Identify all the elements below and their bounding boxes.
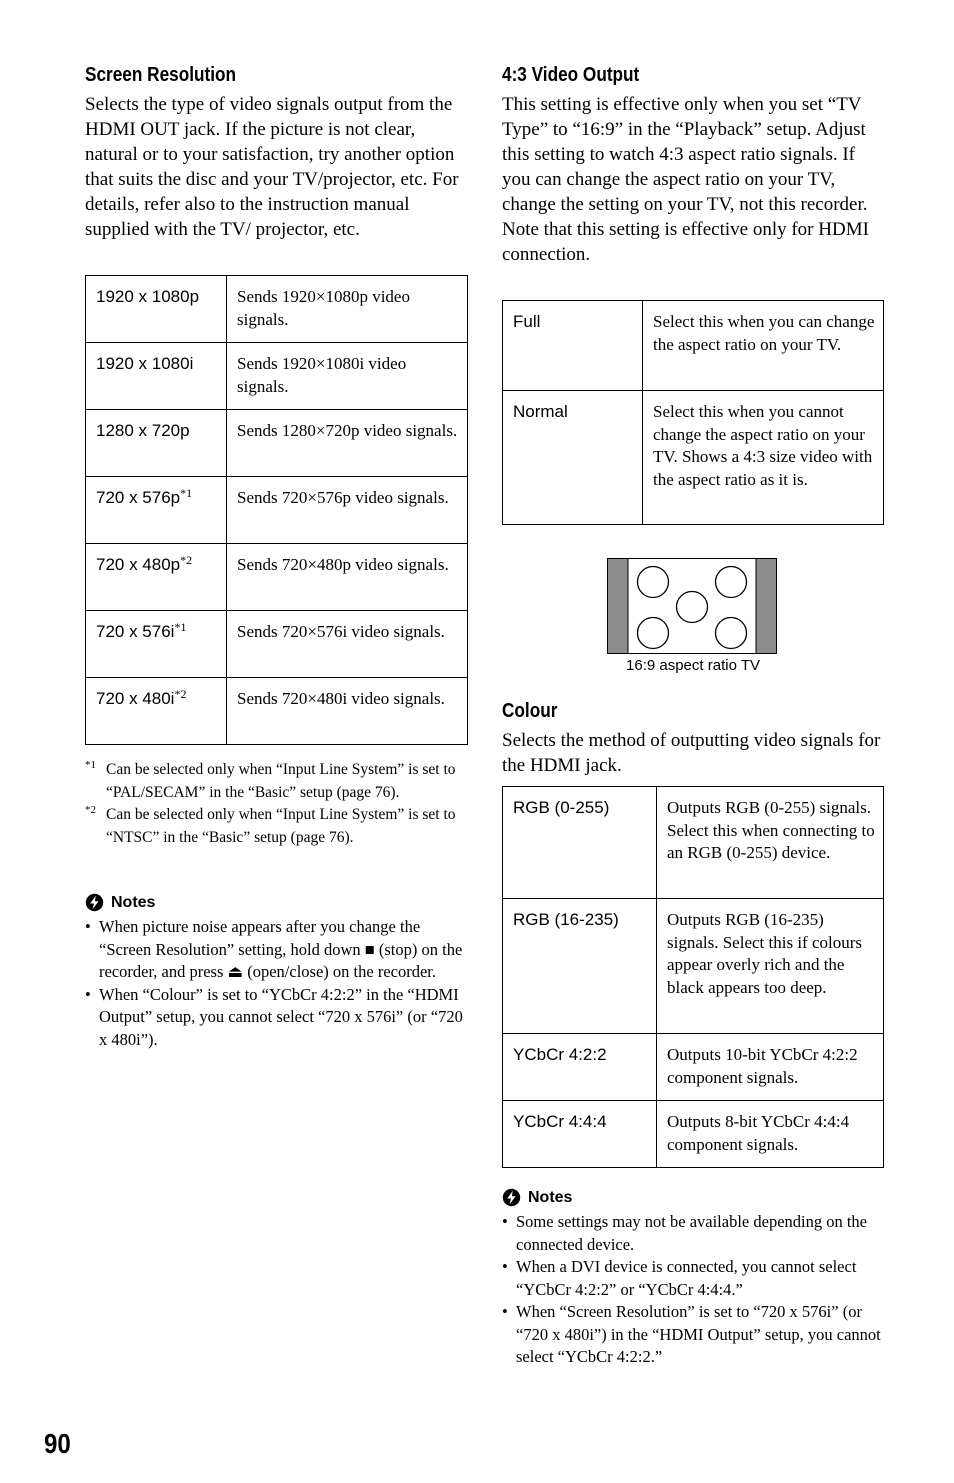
list-item: • When picture noise appears after you change the “Screen Resolution” setting, hold down ■ (stop) on the recorder, and press ⏏ (open/close) on the recorder. (85, 917, 463, 981)
colour-heading: Colour (502, 700, 558, 722)
list-item: • When a DVI device is connected, you cannot select “YCbCr 4:2:2” or “YCbCr 4:4:4.” (502, 1257, 857, 1299)
footnote: *1 Can be selected only when “Input Line System” is set to “PAL/SECAM” in the “Basic” setup (page 76). (85, 759, 456, 801)
footnote: *2 Can be selected only when “Input Line System” is set to “NTSC” in the “Basic” setup (page 76). (85, 804, 456, 846)
option-cell: 720 x $480p^{*2}$ (86, 544, 227, 611)
screen-resolution-intro: Selects the type of video signals output from the HDMI OUT jack. If the picture is not clear, natural or to your satisfaction, try another option that suits the disc and your TV/projector, etc. For details, refer also to the instruction manual supplied with the TV/ projector, etc. (85, 94, 459, 240)
option-cell: 720 x $480i^{*2}$ (86, 678, 227, 745)
notes-list (502, 1211, 883, 1369)
screen-resolution-heading: Screen Resolution (85, 64, 237, 86)
option-cell: YCbCr 4:2:2 (503, 1034, 657, 1101)
table-row (86, 544, 468, 611)
footnotes (85, 759, 467, 849)
table-row (86, 276, 468, 343)
description-cell: Outputs 10-bit YCbCr 4:2:2 component signals. (657, 1034, 884, 1101)
notes-heading: Notes (502, 1188, 572, 1207)
list-item: • When “Screen Resolution” is set to “720 x 576i” (or “720 x 480i”) in the “HDMI Output” setup, you cannot select “YCbCr 4:2:2.” (502, 1302, 881, 1366)
table-row (503, 899, 884, 1034)
tv-aspect-illustration (607, 558, 777, 654)
description-cell: Sends 720×576i video signals. (227, 611, 468, 678)
description-cell: Sends 1280×720p video signals. (227, 410, 468, 477)
notes-icon (85, 893, 104, 912)
description-cell: Outputs RGB (0-255) signals. Select this when connecting to an RGB (0-255) device. (657, 787, 884, 899)
video-output-intro: This setting is effective only when you set “TV Type” to “16:9” in the “Playback” setup. Adjust this setting to watch 4:3 aspect ratio signals. If you can change the aspect ratio on your TV, change the setting on your TV, not this recorder. Note that this setting is effective only for HDMI connection. (502, 94, 869, 265)
option-cell: RGB (0-255) (503, 787, 657, 899)
video-output-table (502, 300, 884, 525)
option-cell: 1280 x 720p (86, 410, 227, 477)
list-item: • Some settings may not be available depending on the connected device. (502, 1212, 868, 1254)
page-number: 90 (44, 1428, 71, 1459)
option-cell: 720 x $576p^{*1}$ (86, 477, 227, 544)
option-cell: Full (503, 301, 643, 391)
option-cell: 720 x $576i^{*1}$ (86, 611, 227, 678)
table-row (86, 343, 468, 410)
table-row (86, 678, 468, 745)
description-cell: Sends 1920×1080i video signals. (227, 343, 468, 410)
table-row (503, 391, 884, 525)
description-cell: Sends 720×480i video signals. (227, 678, 468, 745)
description-cell: Outputs 8-bit YCbCr 4:4:4 component signals. (657, 1101, 884, 1168)
table-row (503, 1101, 884, 1168)
footnote-ref: *2 (180, 553, 193, 567)
table-row (86, 410, 468, 477)
description-cell: Select this when you cannot change the aspect ratio on your TV. Shows a 4:3 size video with the aspect ratio as it is. (643, 391, 884, 525)
option-cell: 1920 x 1080i (86, 343, 227, 410)
notes-heading: Notes (85, 893, 155, 912)
list-item: • When “Colour” is set to “YCbCr 4:2:2” in the “HDMI Output” setup, you cannot select “720 x 576i” (or “720 x 480i”). (85, 984, 463, 1049)
footnote-ref: *2 (174, 687, 187, 701)
option-cell: RGB (16-235) (503, 899, 657, 1034)
option-cell: 1920 x 1080p (86, 276, 227, 343)
option-cell: YCbCr 4:4:4 (503, 1101, 657, 1168)
right-pillarbox-bar (756, 559, 776, 653)
left-pillarbox-bar (608, 559, 628, 653)
video-output-heading: 4:3 Video Output (502, 64, 640, 86)
illustration-caption: 16:9 aspect ratio TV (626, 657, 760, 674)
footnote-ref: *1 (180, 486, 193, 500)
colour-table (502, 786, 884, 1168)
description-cell: Select this when you can change the aspect ratio on your TV. (643, 301, 884, 391)
notes-list (85, 916, 467, 1051)
description-cell: Outputs RGB (16-235) signals. Select this if colours appear overly rich and the black appears too deep. (657, 899, 884, 1034)
description-cell: Sends 720×480p video signals. (227, 544, 468, 611)
table-row (503, 301, 884, 391)
option-cell: Normal (503, 391, 643, 525)
description-cell: Sends 720×576p video signals. (227, 477, 468, 544)
table-row (503, 1034, 884, 1101)
table-row (86, 477, 468, 544)
screen-resolution-table (85, 275, 468, 745)
notes-icon (502, 1188, 521, 1207)
table-row (86, 611, 468, 678)
description-cell: Sends 1920×1080p video signals. (227, 276, 468, 343)
colour-intro: Selects the method of outputting video signals for the HDMI jack. (502, 730, 881, 776)
table-row (503, 787, 884, 899)
footnote-ref: *1 (174, 620, 187, 634)
